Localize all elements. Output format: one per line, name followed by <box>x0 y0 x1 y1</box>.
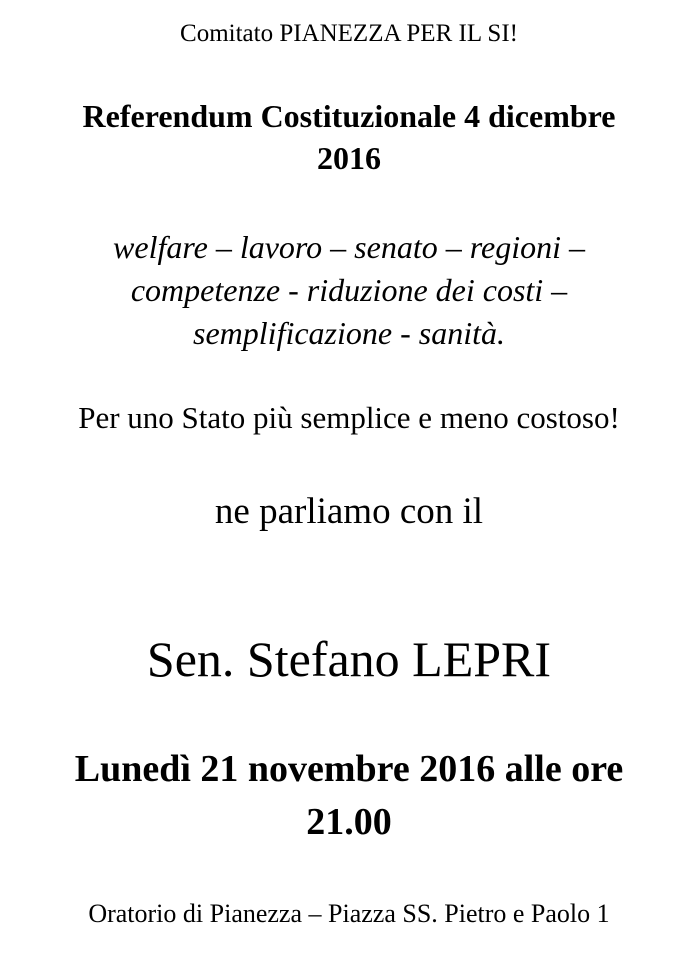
tagline: Per uno Stato più semplice e meno costoso! <box>78 400 620 435</box>
topics-line-3: semplificazione - sanità. <box>193 315 505 351</box>
event-datetime-line-2: 21.00 <box>306 801 392 843</box>
event-datetime-line-1: Lunedì 21 novembre 2016 alle ore <box>74 748 624 790</box>
committee-name: Comitato PIANEZZA PER IL SI! <box>180 20 518 47</box>
intro-text: ne parliamo con il <box>214 491 484 532</box>
speaker-name: Sen. Stefano LEPRI <box>146 631 552 687</box>
topics-line-1: welfare – lavoro – senato – regioni – <box>113 229 585 265</box>
referendum-title-line-1: Referendum Costituzionale 4 dicembre <box>82 98 616 134</box>
topics-line-2: competenze - riduzione dei costi – <box>130 272 568 308</box>
referendum-title-line-2: 2016 <box>317 140 381 176</box>
event-venue: Oratorio di Pianezza – Piazza SS. Pietro e Paolo 1 <box>88 899 610 928</box>
